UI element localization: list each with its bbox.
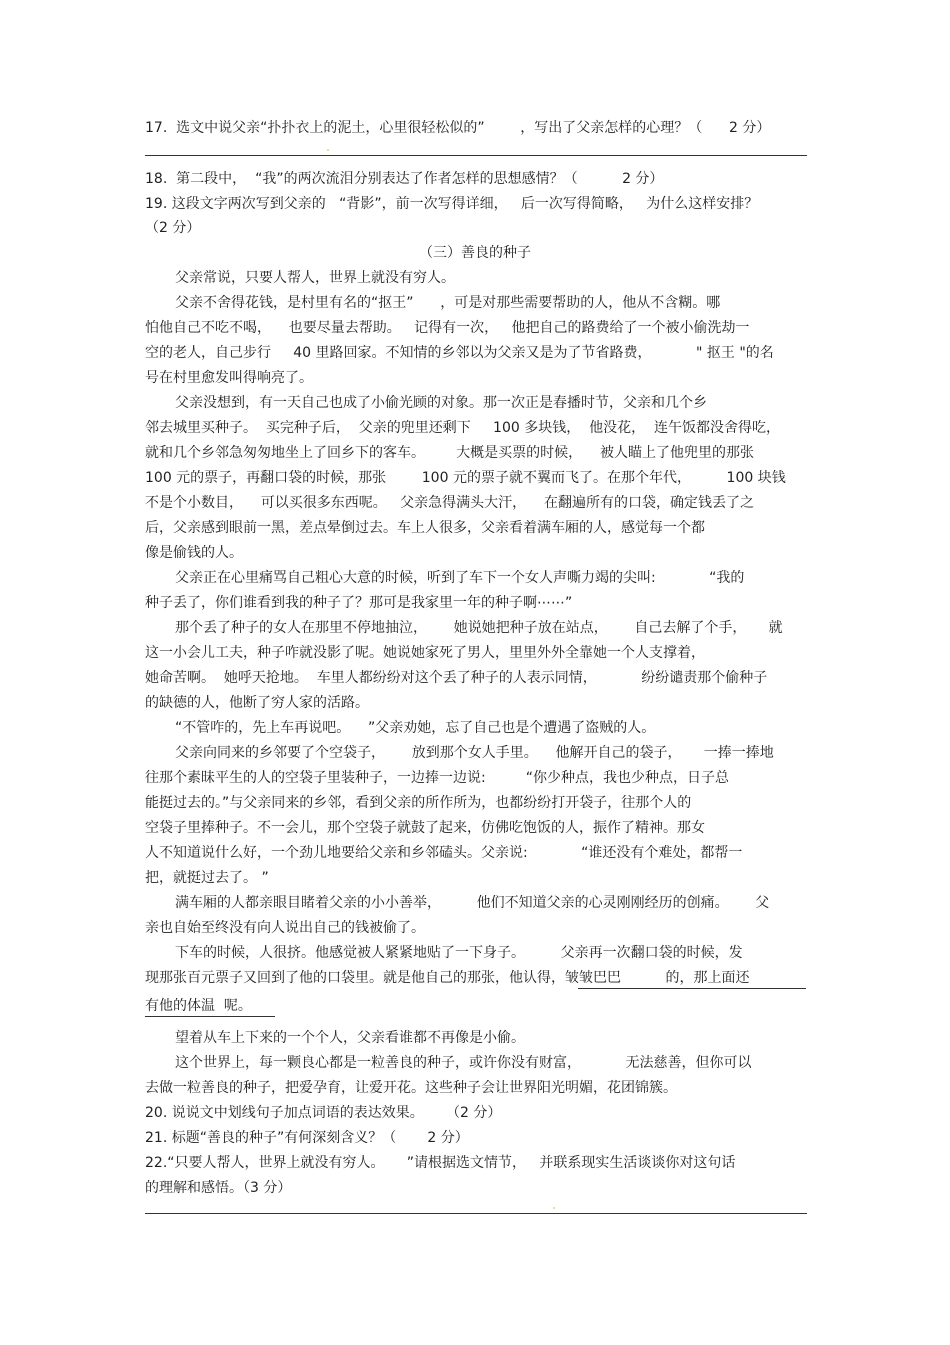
paragraph-line: 下车的时候，人很挤。他感觉被人紧紧地贴了一下身子。 父亲再一次翻口袋的时候，发 [175, 945, 743, 961]
underlined-sentence-line: 现那张百元票子又回到了他的口袋里。就是他自己的那张，他认得，皱皱巴巴 的，那上面还 [145, 970, 750, 986]
question-22: 22.“只要人帮人，世界上就没有穷人。 ”请根据选文情节， 并联系现实生活谈谈你对这句话 [145, 1155, 736, 1171]
paragraph-line: 满车厢的人都亲眼目睹着父亲的小小善举， 他们不知道父亲的心灵刚刚经历的创痛。 父 [175, 895, 770, 911]
answer-line [145, 1213, 807, 1214]
paragraph-line: 100 元的票子，再翻口袋的时候，那张 100 元的票子就不翼而飞了。在那个年代， 100 块钱 [145, 470, 786, 486]
paragraph-line: 父亲向同来的乡邻要了个空袋子， 放到那个女人手里。 他解开自己的袋子， 一捧一捧地 [175, 745, 774, 761]
article-title: （三）善良的种子 [419, 245, 531, 261]
sentence-underline [145, 1016, 275, 1017]
paragraph-line: 空袋子里捧种子。不一会儿，那个空袋子就鼓了起来，仿佛吃饱饭的人，振作了精神。那女 [145, 820, 705, 836]
paragraph-line: 父亲正在心里痛骂自己粗心大意的时候，听到了车下一个女人声嘶力竭的尖叫: “我的 [175, 570, 745, 586]
scan-speck [327, 149, 329, 151]
paragraph-line: 父亲不舍得花钱，是村里有名的“抠王” ，可是对那些需要帮助的人，他从不含糊。哪 [175, 295, 721, 311]
scan-speck [553, 1207, 555, 1209]
paragraph-line: 父亲没想到，有一天自己也成了小偷光顾的对象。那一次正是春播时节，父亲和几个乡 [175, 395, 707, 411]
paragraph-line: 的缺德的人，他断了穷人家的活路。 [145, 695, 369, 711]
question-22-score: 的理解和感悟。（3 分） [145, 1180, 292, 1196]
paragraph-line: “不管咋的，先上车再说吧。 ”父亲劝她，忘了自己也是个遭遇了盗贼的人。 [175, 720, 656, 736]
paragraph-line: 那个丢了种子的女人在那里不停地抽泣， 她说她把种子放在站点， 自己去解了个手， 就 [175, 620, 783, 636]
underlined-sentence-line: 有他的体温 呢。 [145, 998, 252, 1014]
paragraph-line: 能挺过去的。”与父亲同来的乡邻，看到父亲的所作所为，也都纷纷打开袋子，往那个人的 [145, 795, 692, 811]
sentence-underline [578, 988, 806, 989]
paragraph-line: 怕他自己不吃不喝， 也要尽量去帮助。 记得有一次， 他把自己的路费给了一个被小偷洗劫一 [145, 320, 750, 336]
paragraph-line: 这一小会儿工夫，种子咋就没影了呢。她说她家死了男人，里里外外全靠她一个人支撑着， [145, 645, 705, 661]
paragraph-line: 往那个素昧平生的人的空袋子里装种子，一边捧一边说: “你少种点，我也少种点，日子总 [145, 770, 730, 786]
question-20: 20. 说说文中划线句子加点词语的表达效果。 （2 分） [145, 1105, 502, 1121]
paragraph-line: 她命苦啊。 她呼天抢地。 车里人都纷纷对这个丢了种子的人表示同情， 纷纷谴责那个偷种子 [145, 670, 768, 686]
paragraph-line: 望着从车上下来的一个个人，父亲看谁都不再像是小偷。 [175, 1030, 525, 1046]
question-17: 17. 选文中说父亲“扑扑衣上的泥土，心里很轻松似的” ，写出了父亲怎样的心理？（ 2 分） [145, 120, 771, 136]
paragraph-line: 号在村里愈发叫得响亮了。 [145, 370, 313, 386]
paragraph-line: 不是个小数目， 可以买很多东西呢。 父亲急得满头大汗， 在翻遍所有的口袋，确定钱丢了之 [145, 495, 754, 511]
paragraph-line: 这个世界上，每一颗良心都是一粒善良的种子，或许你没有财富， 无法慈善，但你可以 [175, 1055, 752, 1071]
paragraph-line: 邻去城里买种子。 买完种子后， 父亲的兜里还剩下 100 多块钱， 他没花， 连午饭都没舍得吃， [145, 420, 781, 436]
paragraph-line: 后，父亲感到眼前一黑，差点晕倒过去。车上人很多，父亲看着满车厢的人，感觉每一个都 [145, 520, 705, 536]
paragraph-line: 把，就挺过去了。 ” [145, 870, 269, 886]
question-18: 18. 第二段中， “我”的两次流泪分别表达了作者怎样的思想感情？（ 2 分） [145, 171, 664, 187]
paragraph-line: 父亲常说，只要人帮人，世界上就没有穷人。 [175, 270, 455, 286]
question-19-score: （2 分） [145, 220, 201, 236]
answer-line [145, 155, 807, 156]
paragraph-line: 去做一粒善良的种子，把爱孕育，让爱开花。这些种子会让世界阳光明媚，花团锦簇。 [145, 1080, 677, 1096]
question-19: 19. 这段文字两次写到父亲的 “背影”，前一次写得详细， 后一次写得简略， 为什么这样安排？ [145, 196, 759, 212]
paragraph-line: 像是偷钱的人。 [145, 545, 243, 561]
question-21: 21. 标题“善良的种子”有何深刻含义？（ 2 分） [145, 1130, 469, 1146]
paragraph-line: 亲也自始至终没有向人说出自己的钱被偷了。 [145, 920, 425, 936]
paragraph-line: 人不知道说什么好，一个劲儿地要给父亲和乡邻磕头。父亲说: “谁还没有个难处，都帮一 [145, 845, 743, 861]
paragraph-line: 就和几个乡邻急匆匆地坐上了回乡下的客车。 大概是买票的时候， 被人瞄上了他兜里的那张 [145, 445, 754, 461]
paragraph-line: 种子丢了，你们谁看到我的种子了？那可是我家里一年的种子啊⋯⋯” [145, 595, 573, 611]
paragraph-line: 空的老人，自己步行 40 里路回家。不知情的乡邻以为父亲又是为了节省路费， " 抠王 "的名 [145, 345, 774, 361]
